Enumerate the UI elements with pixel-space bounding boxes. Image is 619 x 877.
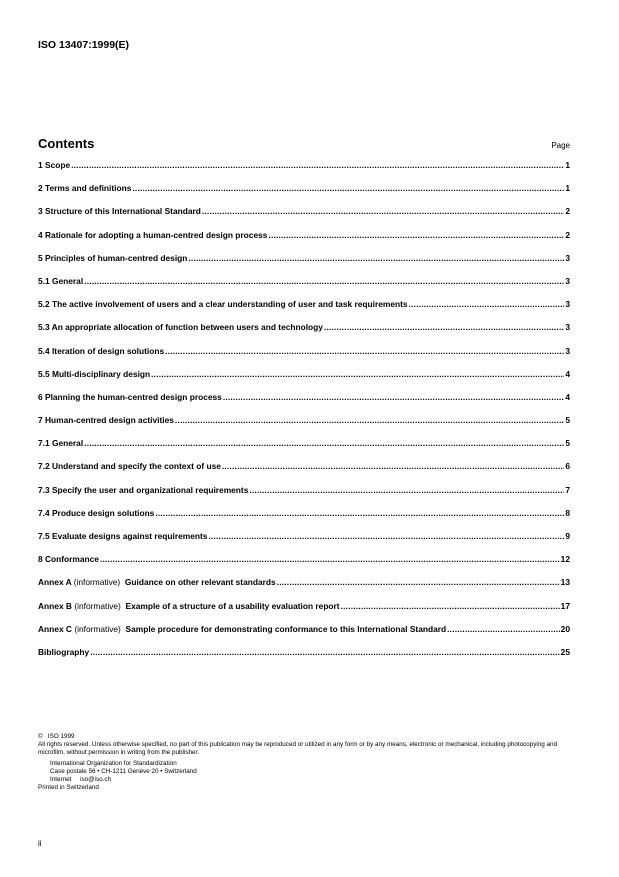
- toc-entry-page: 25: [560, 646, 570, 657]
- toc-entry-title: 4 Rationale for adopting a human-centred design process: [38, 229, 268, 240]
- postal-address: Case postale 56 • CH-1211 Genève 20 • Switzerland: [50, 767, 197, 775]
- annex-title: Guidance on other relevant standards: [124, 577, 276, 588]
- toc-entry-page: 9: [565, 531, 570, 541]
- contents-title: Contents: [38, 136, 95, 151]
- toc-entry-page: 20: [560, 623, 570, 634]
- table-of-contents: [38, 160, 570, 670]
- annex-qualifier: (informative): [73, 577, 121, 588]
- toc-entry-title: 5.3 An appropriate allocation of function between users and technology: [38, 322, 323, 333]
- toc-entry[interactable]: [38, 369, 570, 392]
- annex-label: Annex A: [38, 577, 72, 588]
- page-column-label: Page: [551, 141, 570, 150]
- annex-label: Annex C: [38, 623, 72, 634]
- toc-entry[interactable]: [38, 485, 570, 508]
- toc-entry[interactable]: [38, 438, 570, 461]
- dot-leader: [175, 415, 564, 426]
- dot-leader: [84, 276, 564, 287]
- dot-leader: [409, 299, 565, 310]
- internet-label: Internet: [50, 776, 72, 784]
- toc-entry-page: 4: [565, 391, 570, 402]
- dot-leader: [447, 624, 560, 635]
- toc-entry-page: 1: [565, 160, 570, 170]
- dot-leader: [208, 531, 564, 542]
- copyright-notice: [38, 733, 578, 792]
- toc-entry-title: 2 Terms and definitions: [38, 183, 132, 194]
- contents-header: [38, 136, 570, 151]
- dot-leader: [249, 485, 564, 496]
- printed-location: Printed in Switzerland: [38, 784, 99, 792]
- toc-entry-title: [38, 577, 276, 588]
- annex-title: Sample procedure for demonstrating conformance to this International Standard: [125, 623, 447, 634]
- dot-leader: [71, 160, 564, 171]
- document-id: ISO 13407:1999(E): [38, 39, 130, 51]
- toc-entry[interactable]: [38, 392, 570, 415]
- toc-entry-title: 5.4 Iteration of design solutions: [38, 345, 165, 356]
- toc-entry-annex-b[interactable]: [38, 601, 570, 624]
- toc-entry-title: 5.1 General: [38, 275, 84, 286]
- toc-entry-title: [38, 601, 340, 612]
- toc-entry-page: 13: [560, 577, 570, 588]
- toc-entry[interactable]: [38, 554, 570, 577]
- toc-entry[interactable]: [38, 415, 570, 438]
- toc-entry-title: 7.2 Understand and specify the context of use: [38, 461, 221, 472]
- internet-contact: [38, 776, 578, 784]
- annex-qualifier: (informative): [74, 600, 121, 611]
- toc-entry-title: 5.5 Multi-disciplinary design: [38, 368, 151, 379]
- toc-entry-title: 5 Principles of human-centred design: [38, 252, 188, 263]
- toc-entry-title: 8 Conformance: [38, 554, 99, 565]
- dot-leader: [202, 206, 564, 217]
- toc-entry-title: 7.1 General: [38, 438, 84, 449]
- dot-leader: [90, 647, 559, 658]
- toc-entry[interactable]: [38, 206, 570, 229]
- dot-leader: [341, 601, 560, 612]
- toc-entry[interactable]: [38, 531, 570, 554]
- dot-leader: [188, 253, 564, 264]
- toc-entry-page: 4: [565, 368, 570, 379]
- toc-entry[interactable]: [38, 299, 570, 322]
- toc-entry-annex-c[interactable]: [38, 624, 570, 647]
- toc-entry-title: 3 Structure of this International Standard: [38, 206, 201, 217]
- dot-leader: [84, 438, 564, 449]
- dot-leader: [100, 554, 560, 565]
- toc-entry[interactable]: [38, 647, 570, 670]
- copyright-symbol: ©: [38, 733, 43, 740]
- toc-entry-page: 3: [565, 322, 570, 333]
- annex-qualifier: (informative): [74, 623, 121, 634]
- dot-leader: [268, 230, 564, 241]
- toc-entry-title: 1 Scope: [38, 160, 71, 170]
- toc-entry-page: 5: [565, 415, 570, 426]
- toc-entry-page: 2: [565, 206, 570, 217]
- toc-entry-title: 7.4 Produce design solutions: [38, 507, 155, 518]
- toc-entry[interactable]: [38, 322, 570, 345]
- dot-leader: [222, 461, 564, 472]
- toc-entry-annex-a[interactable]: [38, 577, 570, 600]
- toc-entry-page: 12: [560, 554, 570, 565]
- toc-entry-page: 3: [565, 252, 570, 263]
- toc-entry-page: 8: [565, 507, 570, 518]
- dot-leader: [277, 577, 560, 588]
- toc-entry-page: 6: [565, 461, 570, 472]
- toc-entry-page: 3: [565, 345, 570, 356]
- organization-name: International Organization for Standardization: [50, 759, 177, 767]
- dot-leader: [165, 346, 564, 357]
- toc-entry-title: 7.5 Evaluate designs against requirements: [38, 531, 208, 541]
- toc-entry[interactable]: [38, 253, 570, 276]
- toc-entry-title: [38, 624, 446, 635]
- dot-leader: [155, 508, 564, 519]
- toc-entry-title: 6 Planning the human-centred design process: [38, 391, 222, 402]
- copyright-owner: ISO 1999: [47, 733, 75, 740]
- dot-leader: [223, 392, 565, 403]
- toc-entry[interactable]: [38, 346, 570, 369]
- toc-entry[interactable]: [38, 461, 570, 484]
- copyright-line: [38, 733, 578, 741]
- toc-entry[interactable]: [38, 276, 570, 299]
- toc-entry-page: 7: [565, 484, 570, 495]
- toc-entry-page: 3: [565, 299, 570, 310]
- toc-entry-title: 7 Human-centred design activities: [38, 415, 174, 426]
- rights-statement: All rights reserved. Unless otherwise specified, no part of this publication may be reproduced or utilized in any form or by any means, electronic or mechanical, including photocopying and microfilm, without permission in writing from the publisher.: [38, 741, 558, 757]
- toc-entry[interactable]: [38, 508, 570, 531]
- page-number: ii: [38, 839, 42, 848]
- toc-entry-page: 2: [565, 229, 570, 240]
- toc-entry-title: 7.3 Specify the user and organizational requirements: [38, 484, 249, 495]
- dot-leader: [151, 369, 564, 380]
- toc-entry[interactable]: [38, 183, 570, 206]
- toc-entry-page: 3: [565, 275, 570, 286]
- toc-entry[interactable]: [38, 230, 570, 253]
- toc-entry-title: 5.2 The active involvement of users and a clear understanding of user and task requirements: [38, 299, 408, 310]
- toc-entry-page: 17: [560, 600, 570, 611]
- dot-leader: [324, 322, 564, 333]
- dot-leader: [132, 183, 564, 194]
- annex-label: Annex B: [38, 600, 72, 611]
- internet-address: iso@iso.ch: [80, 776, 112, 784]
- toc-entry-page: 5: [565, 438, 570, 449]
- toc-entry-title: Bibliography: [38, 646, 90, 657]
- annex-title: Example of a structure of a usability evaluation report: [125, 600, 340, 611]
- toc-entry-page: 1: [565, 183, 570, 194]
- toc-entry[interactable]: [38, 160, 570, 183]
